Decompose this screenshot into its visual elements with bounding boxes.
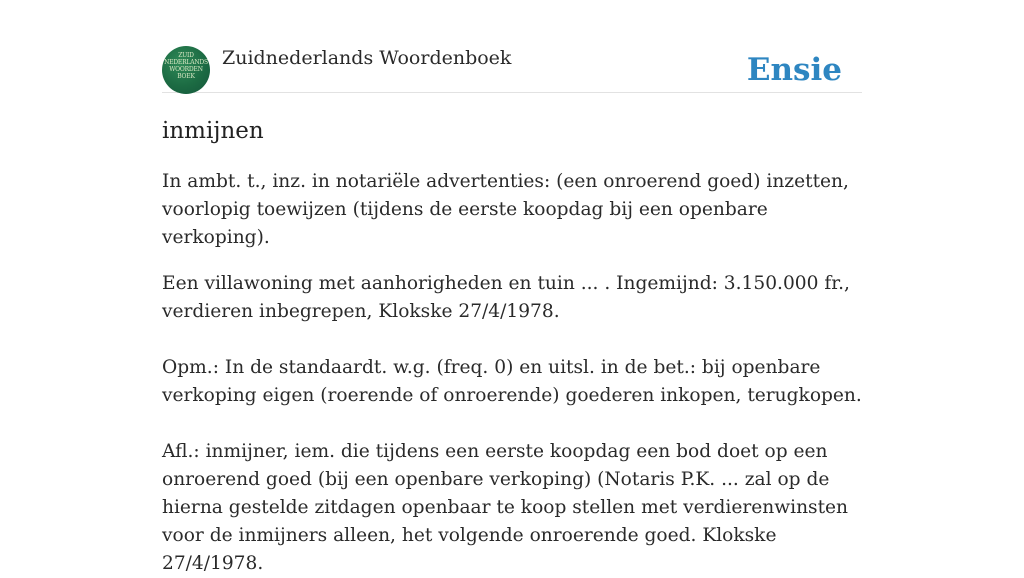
logo-text: ZUID NEDERLANDS WOORDEN BOEK (164, 52, 208, 80)
paragraph-spacer (162, 410, 867, 438)
entry-definition: In ambt. t., inz. in notariële advertenties: (een onroerend goed) inzetten, voorlopig toewijzen (tijdens de eerste koopdag bij een openbare verkoping). (162, 171, 849, 248)
site-header (162, 45, 862, 93)
source-logo[interactable] (162, 46, 210, 94)
ensie-brand-link[interactable]: Ensie (746, 52, 842, 88)
entry-derivation: Afl.: inmijner, iem. die tijdens een eerste koopdag een bod doet op een onroerend goed (bij een openbare verkoping) (Notaris P.K. ... zal op de hierna gestelde zitdagen openbaar te koop stellen met verdierenwinsten voor de inmijners alleen, het volgende onroerende goed. Klokske 27/4/1978. (162, 441, 849, 574)
entry-headword: inmijnen (162, 118, 264, 144)
paragraph-spacer (162, 326, 867, 354)
entry-content (162, 168, 867, 578)
source-title-link[interactable]: Zuidnederlands Woordenboek (222, 47, 512, 69)
entry-note: Opm.: In de standaardt. w.g. (freq. 0) en uitsl. in de bet.: bij openbare verkoping eigen (roerende of onroerende) goederen inkopen, terugkopen. (162, 357, 862, 406)
entry-example: Een villawoning met aanhorigheden en tuin ... . Ingemijnd: 3.150.000 fr., verdieren inbegrepen, Klokske 27/4/1978. (162, 273, 850, 322)
